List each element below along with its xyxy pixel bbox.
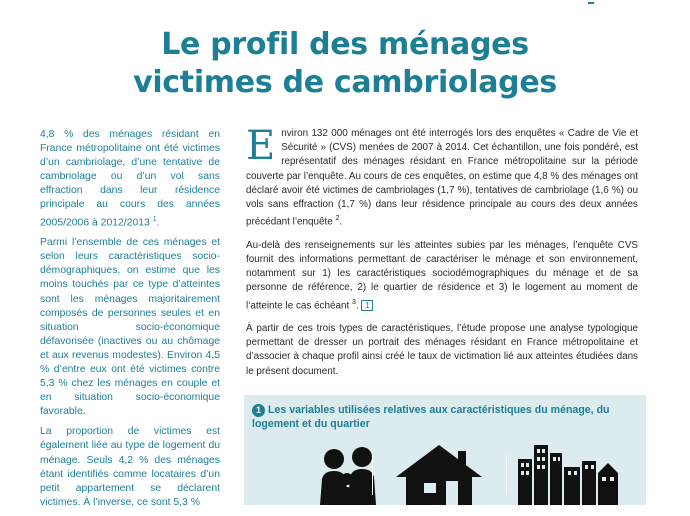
- city-icon: [516, 441, 626, 505]
- intro-text: Au-delà des renseignements sur les atteintes subies par les ménages, l’enquête CVS fournit des informations permettant de caractériser le ménage et son environnement, notamment sur 1) les caractéristiques sociodémographiques du ménage et de sa personne de référence, 2) le quartier de résidence et 3) le logement au moment de l’atteinte le cas échéant: [246, 239, 638, 311]
- box-title: [252, 403, 632, 431]
- box-number-badge: 1: [252, 404, 265, 417]
- footnote-ref: 1: [152, 215, 157, 223]
- intro-paragraph: Environ 132 000 ménages ont été interrogés lors des enquêtes « Cadre de Vie et Sécurité » (CVS) menées de 2007 à 2014. Cet échantillon, une fois pondéré, est représentatif des ménages résidant en France métropolitaine sur la période couverte par l’enquête. Au cours de ces enquêtes, on estime que 4,8 % des ménages ont déclaré avoir été victimes de cambriolages (1,7 %), tentatives de cambriolage (1,6 %) ou vols sans effraction (1,7 %) dans leur résidence principale au cours des deux années précédant l’enquête $^2$.: [246, 123, 638, 228]
- intro-paragraph: Au-delà des renseignements sur les atteintes subies par les ménages, l’enquête CVS fournit des informations permettant de caractériser le ménage et son environnement, notamment sur 1) les caractéristiques sociodémographiques du ménage et de sa personne de référence, 2) le quartier de résidence et 3) le logement au moment de l’atteinte le cas échéant $^3$. 1: [246, 239, 638, 311]
- house-icon: [394, 443, 484, 505]
- title-line-2: victimes de cambriolages: [133, 65, 557, 100]
- drop-cap: E: [246, 123, 276, 169]
- intro-paragraph: À partir de ces trois types de caractéristiques, l’étude propose une analyse typologique permettant de dresser un portrait des ménages résidant en France métropolitaine et d’associer à chaque profil ainsi créé le taux de victimation lié aux atteintes étudiées dans le présent document.: [246, 323, 638, 377]
- footnote-ref: 2: [335, 215, 340, 223]
- icon-divider: [506, 455, 507, 495]
- summary-paragraph: La proportion de victimes est également liée au type de logement du ménage. Seuls 4,2 % des ménages étant identifiés comme locataires d’un petit appartement se déclarent victimes. À l’inverse, ce sont 5,3 %: [40, 426, 220, 508]
- intro-column: [246, 123, 638, 388]
- footnote-ref: 3: [351, 298, 356, 306]
- corner-mark: [588, 0, 594, 4]
- title-line-1: Le profil des ménages: [161, 27, 529, 62]
- variables-box: [244, 395, 646, 505]
- summary-text: 4,8 % des ménages résidant en France métropolitaine ont été victimes d’un cambriolage, d’une tentative de cambriolage ou d’un vol sans effraction dans leur résidence principale au cours des années 2005/2006 à 2012/2013: [40, 129, 220, 229]
- icon-divider: [372, 455, 373, 495]
- summary-column: [40, 128, 220, 516]
- summary-paragraph: 4,8 % des ménages résidant en France métropolitaine ont été victimes d’un cambriolage, d’une tentative de cambriolage ou d’un vol sans effraction dans leur résidence principale au cours des années 2005/2006 à 2012/2013 $^1$.: [40, 129, 220, 229]
- figure-ref-link[interactable]: 1: [361, 300, 373, 311]
- page-title: [0, 26, 690, 102]
- intro-text: nviron 132 000 ménages ont été interrogés lors des enquêtes « Cadre de Vie et Sécurité » (CVS) menées de 2007 à 2014. Cet échantillon, une fois pondéré, est représentatif des ménages résidant en France métropolitaine sur la période couverte par l’enquête. Au cours de ces enquêtes, on estime que 4,8 % des ménages ont déclaré avoir été victimes de cambriolages (1,7 %), tentatives de cambriolage (1,6 %) ou vols sans effraction (1,7 %) dans leur résidence principale au cours des deux années précédant l’enquête: [246, 128, 638, 228]
- box-title-text: Les variables utilisées relatives aux caractéristiques du ménage, du logement et du quartier: [252, 404, 610, 430]
- people-icon: [306, 445, 392, 505]
- summary-paragraph: Parmi l’ensemble de ces ménages et selon leurs caractéristiques socio-démographiques, on estime que les moins touchés par ce type d’atteintes sont les ménages majoritairement composés de personnes seules et en situation socio-économique défavorisée (inactives ou au chômage et aux revenus modestes). Environ 4,5 % d’entre eux ont été victimes contre 5,3 % chez les ménages en couple et en situation socio-économique favorable.: [40, 237, 220, 418]
